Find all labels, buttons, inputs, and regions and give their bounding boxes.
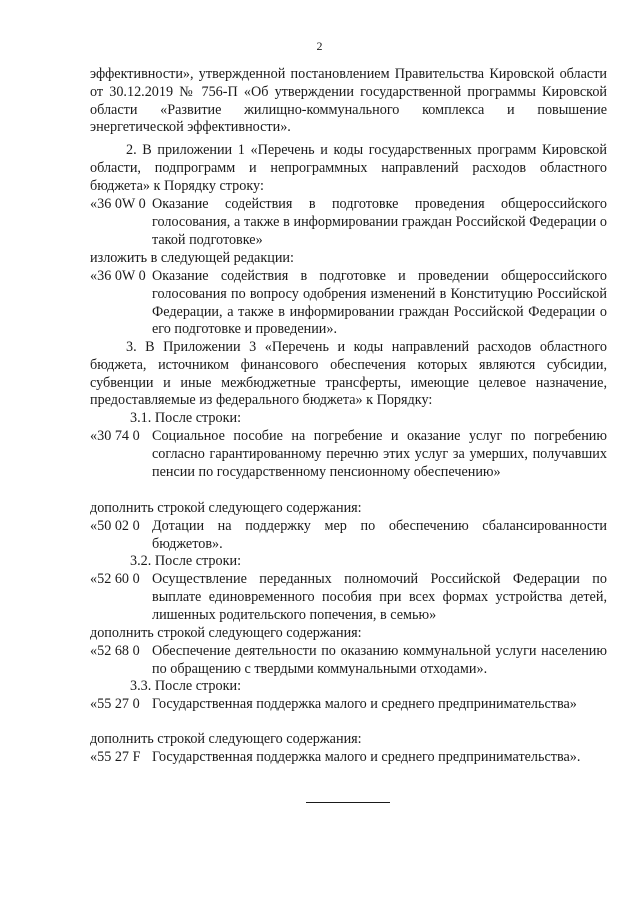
code-row-30-74	[90, 428, 607, 481]
replace-instruction: изложить в следующей редакции:	[90, 250, 294, 266]
row-code: «30 74 0	[90, 428, 140, 444]
row-code: «55 27 F	[90, 749, 141, 765]
row-description: Обеспечение деятельности по оказанию коммунальной услуги населению по обращению с твердыми коммунальными отходами».	[152, 643, 607, 677]
subitem-3-1-label: 3.1. После строки:	[130, 410, 242, 426]
row-code: «50 02 0	[90, 518, 140, 534]
row-description: Государственная поддержка малого и среднего предпринимательства»	[152, 696, 577, 712]
subitem-3-2-label: 3.2. После строки:	[130, 553, 242, 569]
code-row-55-27-F	[90, 749, 607, 767]
code-row-52-68	[90, 643, 607, 679]
add-instruction: дополнить строкой следующего содержания:	[90, 625, 362, 641]
item-3-paragraph: 3. В Приложении 3 «Перечень и коды направлений расходов областного бюджета, источником финансового обеспечения которых являются субсидии, субвенции и иные межбюджетные трансферты, имеющие целевое назначение, предоставляемые из федерального бюджета» к Порядку:	[90, 339, 607, 409]
intro-paragraph: эффективности», утвержденной постановлением Правительства Кировской области от 30.12.2019 № 756-П «Об утверждении государственной программы Кировской области «Развитие жилищно-коммунального комплекса и повышение энергетической эффективности».	[90, 66, 607, 136]
row-description: Дотации на поддержку мер по обеспечению сбалансированности бюджетов».	[152, 518, 607, 552]
row-description: Оказание содействия в подготовке проведения общероссийского голосования, а также в информировании граждан Российской Федерации о такой подготовке»	[152, 196, 607, 248]
page-number: 2	[316, 39, 323, 53]
row-description: Государственная поддержка малого и среднего предпринимательства».	[152, 749, 581, 765]
row-code: «52 68 0	[90, 643, 140, 659]
row-code: «36 0W 0	[90, 196, 146, 212]
row-description: Осуществление переданных полномочий Российской Федерации по выплате единовременного пособия при всех формах устройства детей, лишенных родительского попечения, в семью»	[152, 571, 607, 623]
closing-divider	[306, 802, 390, 803]
code-row-55-27-0	[90, 696, 607, 714]
item-2-paragraph: 2. В приложении 1 «Перечень и коды государственных программ Кировской области, подпрограмм и непрограммных направлений расходов областного бюджета» к Порядку строку:	[90, 142, 607, 194]
row-code: «36 0W 0	[90, 268, 146, 284]
subitem-3-3-label: 3.3. После строки:	[130, 678, 242, 694]
add-instruction: дополнить строкой следующего содержания:	[90, 731, 362, 747]
old-code-row	[90, 196, 607, 249]
add-instruction: дополнить строкой следующего содержания:	[90, 500, 362, 516]
new-code-row	[90, 268, 607, 339]
code-row-52-60	[90, 571, 607, 624]
row-description: Социальное пособие на погребение и оказание услуг по погребению согласно гарантированному перечню этих услуг за умерших, получавших пенсии по государственному пенсионному обеспечению»	[152, 428, 607, 480]
code-row-50-02	[90, 518, 607, 554]
row-code: «55 27 0	[90, 696, 140, 712]
row-description: Оказание содействия в подготовке и проведении общероссийского голосования по вопросу одобрения изменений в Конституцию Российской Федерации, а также в информировании граждан Российской Федерации о его подготовке и проведении».	[152, 268, 607, 338]
row-code: «52 60 0	[90, 571, 140, 587]
